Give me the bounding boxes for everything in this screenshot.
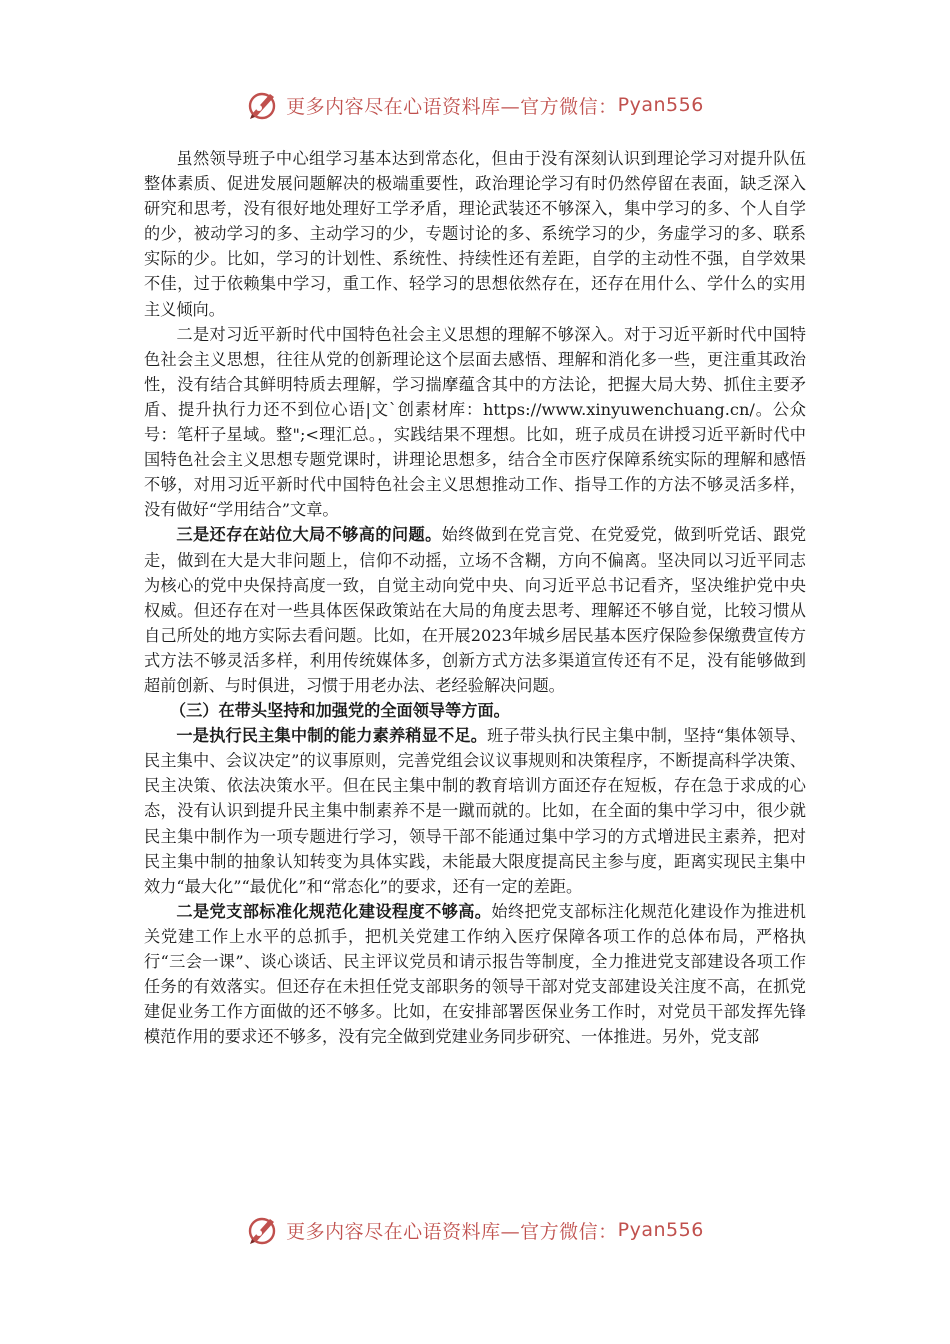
section-heading: （三）在带头坚持和加强党的全面领导等方面。	[169, 701, 510, 721]
banner-wechat-id: Pyan556	[617, 1219, 704, 1241]
footer-watermark-banner	[0, 1210, 950, 1250]
banner-text: 更多内容尽在心语资料库—官方微信：	[286, 95, 618, 118]
paragraph-lead: 三是还存在站位大局不够高的问题。	[176, 525, 442, 545]
banner-text: 更多内容尽在心语资料库—官方微信：	[286, 1220, 618, 1243]
paragraph: 三是还存在站位大局不够高的问题。始终做到在党言党、在党爱党，做到听党话、跟党走，做到在大是大非问题上，信仰不动摇，立场不含糊，方向不偏离。坚决同以习近平同志为核心的党中央保持高度一致，自觉主动向党中央、向习近平总书记看齐，坚决维护党中央权威。但还存在对一些具体医保政策站在大局的角度去思考、理解还不够自觉，比较习惯从自己所处的地方实际去看问题。比如，在开展2023年城乡居民基本医疗保险参保缴费宣传方式方法不够灵活多样，利用传统媒体多，创新方式方法多渠道宣传还有不足，没有能够做到超前创新、与时俱进，习惯于用老办法、老经验解决问题。	[144, 525, 807, 695]
pen-circle-logo-icon	[246, 1213, 280, 1247]
pen-circle-logo-icon	[246, 88, 280, 122]
banner-wechat-id: Pyan556	[617, 94, 704, 116]
header-watermark-banner	[0, 85, 950, 125]
paragraph: 二是党支部标准化规范化建设程度不够高。始终把党支部标注化规范化建设作为推进机关党建工作上水平的总抓手，把机关党建工作纳入医疗保障各项工作的总体布局，严格执行“三会一课”、谈心谈话、民主评议党员和请示报告等制度，全力推进党支部建设各项工作任务的有效落实。但还存在未担任党支部职务的领导干部对党支部建设关注度不高，在抓党建促业务工作方面做的还不够多。比如，在安排部署医保业务工作时，对党员干部发挥先锋模范作用的要求还不够多，没有完全做到党建业务同步研究、一体推进。另外，党支部	[144, 901, 806, 1047]
paragraph-lead: 一是执行民主集中制的能力素养稍显不足。	[176, 726, 488, 746]
paragraph-lead: 二是党支部标准化规范化建设程度不够高。	[176, 901, 492, 921]
paragraph: 二是对习近平新时代中国特色社会主义思想的理解不够深入。对于习近平新时代中国特色社会主义思想，往往从党的创新理论这个层面去感悟、理解和消化多一些，更注重其政治性，没有结合其鲜明特质去理解，学习揣摩蕴含其中的方法论，把握大局大势、抓住主要矛盾、提升执行力还不到位心语|文`创素材库：https://www.xinyuwenchuang.cn/。公众号：笔杆子星域。整";<理汇总。，实践结果不理想。比如，班子成员在讲授习近平新时代中国特色社会主义思想专题党课时，讲理论思想多，结合全市医疗保障系统实际的理解和感悟不够，对用习近平新时代中国特色社会主义思想推动工作、指导工作的方法不够灵活多样，没有做好“学用结合”文章。	[144, 324, 806, 520]
paragraph: 一是执行民主集中制的能力素养稍显不足。班子带头执行民主集中制，坚持“集体领导、民主集中、会议决定”的议事原则，完善党组会议议事规则和决策程序，不断提高科学决策、民主决策、依法决策水平。但在民主集中制的教育培训方面还存在短板，存在急于求成的心态，没有认识到提升民主集中制素养不是一蹴而就的。比如，在全面的集中学习中，很少就民主集中制作为一项专题进行学习，领导干部不能通过集中学习的方式增进民主素养，把对民主集中制的抽象认知转变为具体实践，未能最大限度提高民主参与度，距离实现民主集中效力“最大化”“最优化”和“常态化”的要求，还有一定的差距。	[144, 726, 807, 896]
document-body	[144, 146, 806, 1049]
paragraph: 虽然领导班子中心组学习基本达到常态化，但由于没有深刻认识到理论学习对提升队伍整体素质、促进发展问题解决的极端重要性，政治理论学习有时仍然停留在表面，缺乏深入研究和思考，没有很好地处理好工学矛盾，理论武装还不够深入，集中学习的多、个人自学的少，被动学习的多、主动学习的少，专题讨论的多、系统学习的少，务虚学习的多、联系实际的少。比如，学习的计划性、系统性、持续性还有差距，自学的主动性不强，自学效果不佳，过于依赖集中学习，重工作、轻学习的思想依然存在，还存在用什么、学什么的实用主义倾向。	[144, 149, 806, 319]
